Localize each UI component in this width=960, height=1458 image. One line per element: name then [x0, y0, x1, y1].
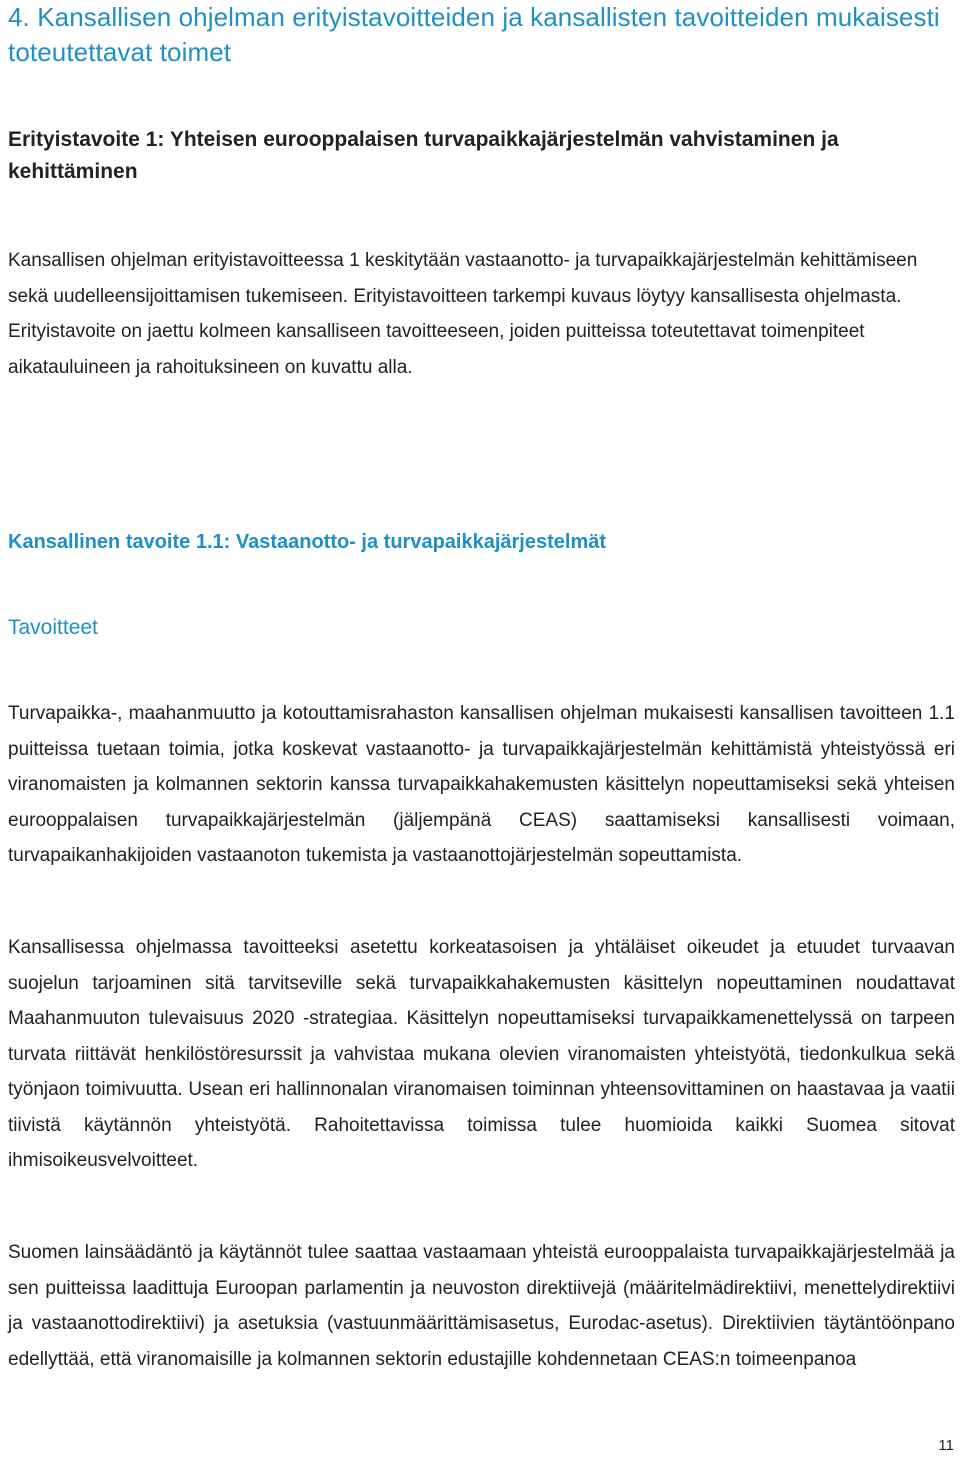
intro-paragraph: Kansallisen ohjelman erityistavoitteessa 1 keskitytään vastaanotto- ja turvapaikkajärjestelmän kehittämiseen sekä uudelleensijoittamisen tukemiseen. Erityistavoitteen tarkempi kuvaus löytyy kansallisesta ohjelmasta. Erityistavoite on jaettu kolmeen kansalliseen tavoitteeseen, joiden puitteissa toteutettavat toimenpiteet aikatauluineen ja rahoituksineen on kuvattu alla.: [8, 250, 918, 378]
national-objective-heading: Kansallinen tavoite 1.1: Vastaanotto- ja turvapaikkajärjestelmät: [8, 531, 607, 553]
chapter-heading: 4. Kansallisen ohjelman erityistavoitteiden ja kansallisten tavoitteiden mukaisesti toteutettavat toimet: [8, 2, 940, 67]
body-paragraph: Kansallisessa ohjelmassa tavoitteeksi asetettu korkeatasoisen ja yhtäläiset oikeudet ja etuudet turvaavan suojelun tarjoaminen sitä tarvitseville sekä turvapaikkahakemusten käsittelyn nopeuttaminen noudattavat Maahanmuuton tulevaisuus 2020 -strategiaa. Käsittelyn nopeuttamiseksi turvapaikkamenettelyssä on tarpeen turvata riittävät henkilöstöresurssit ja vahvistaa mukana olevien viranomaisten yhteistyötä, tiedonkulkua sekä työnjaon toimivuutta. Usean eri hallinnonalan viranomaisen toiminnan yhteensovittaminen on haastavaa ja vaatii tiivistä käytännön yhteistyötä. Rahoitettavissa toimissa tulee huomioida kaikki Suomea sitovat ihmisoikeusvelvoitteet.: [8, 937, 955, 1171]
specific-objective-heading: Erityistavoite 1: Yhteisen eurooppalaisen turvapaikkajärjestelmän vahvistaminen ja kehittäminen: [8, 128, 839, 183]
objectives-subheading: Tavoitteet: [8, 616, 98, 639]
page-number: 11: [938, 1437, 954, 1454]
body-paragraph: Suomen lainsäädäntö ja käytännöt tulee saattaa vastaamaan yhteistä eurooppalaista turvapaikkajärjestelmää ja sen puitteissa laadittuja Euroopan parlamentin ja neuvoston direktiivejä (määritelmädirektiivi, menettelydirektiivi ja vastaanottodirektiivi) ja asetuksia (vastuunmäärittämisasetus, Eurodac-asetus). Direktiivien täytäntöönpano edellyttää, että viranomaisille ja kolmannen sektorin edustajille kohdennetaan CEAS:n toimeenpanoa: [8, 1242, 955, 1370]
body-paragraph: Turvapaikka-, maahanmuutto ja kotouttamisrahaston kansallisen ohjelman mukaisesti kansallisen tavoitteen 1.1 puitteissa tuetaan toimia, jotka koskevat vastaanotto- ja turvapaikkajärjestelmän kehittämistä yhteistyössä eri viranomaisten ja kolmannen sektorin kanssa turvapaikkahakemusten käsittelyn nopeuttamiseksi sekä yhteisen eurooppalaisen turvapaikkajärjestelmän (jäljempänä CEAS) saattamiseksi kansallisesti voimaan, turvapaikanhakijoiden vastaanoton tukemista ja vastaanottojärjestelmän sopeuttamista.: [8, 703, 955, 866]
